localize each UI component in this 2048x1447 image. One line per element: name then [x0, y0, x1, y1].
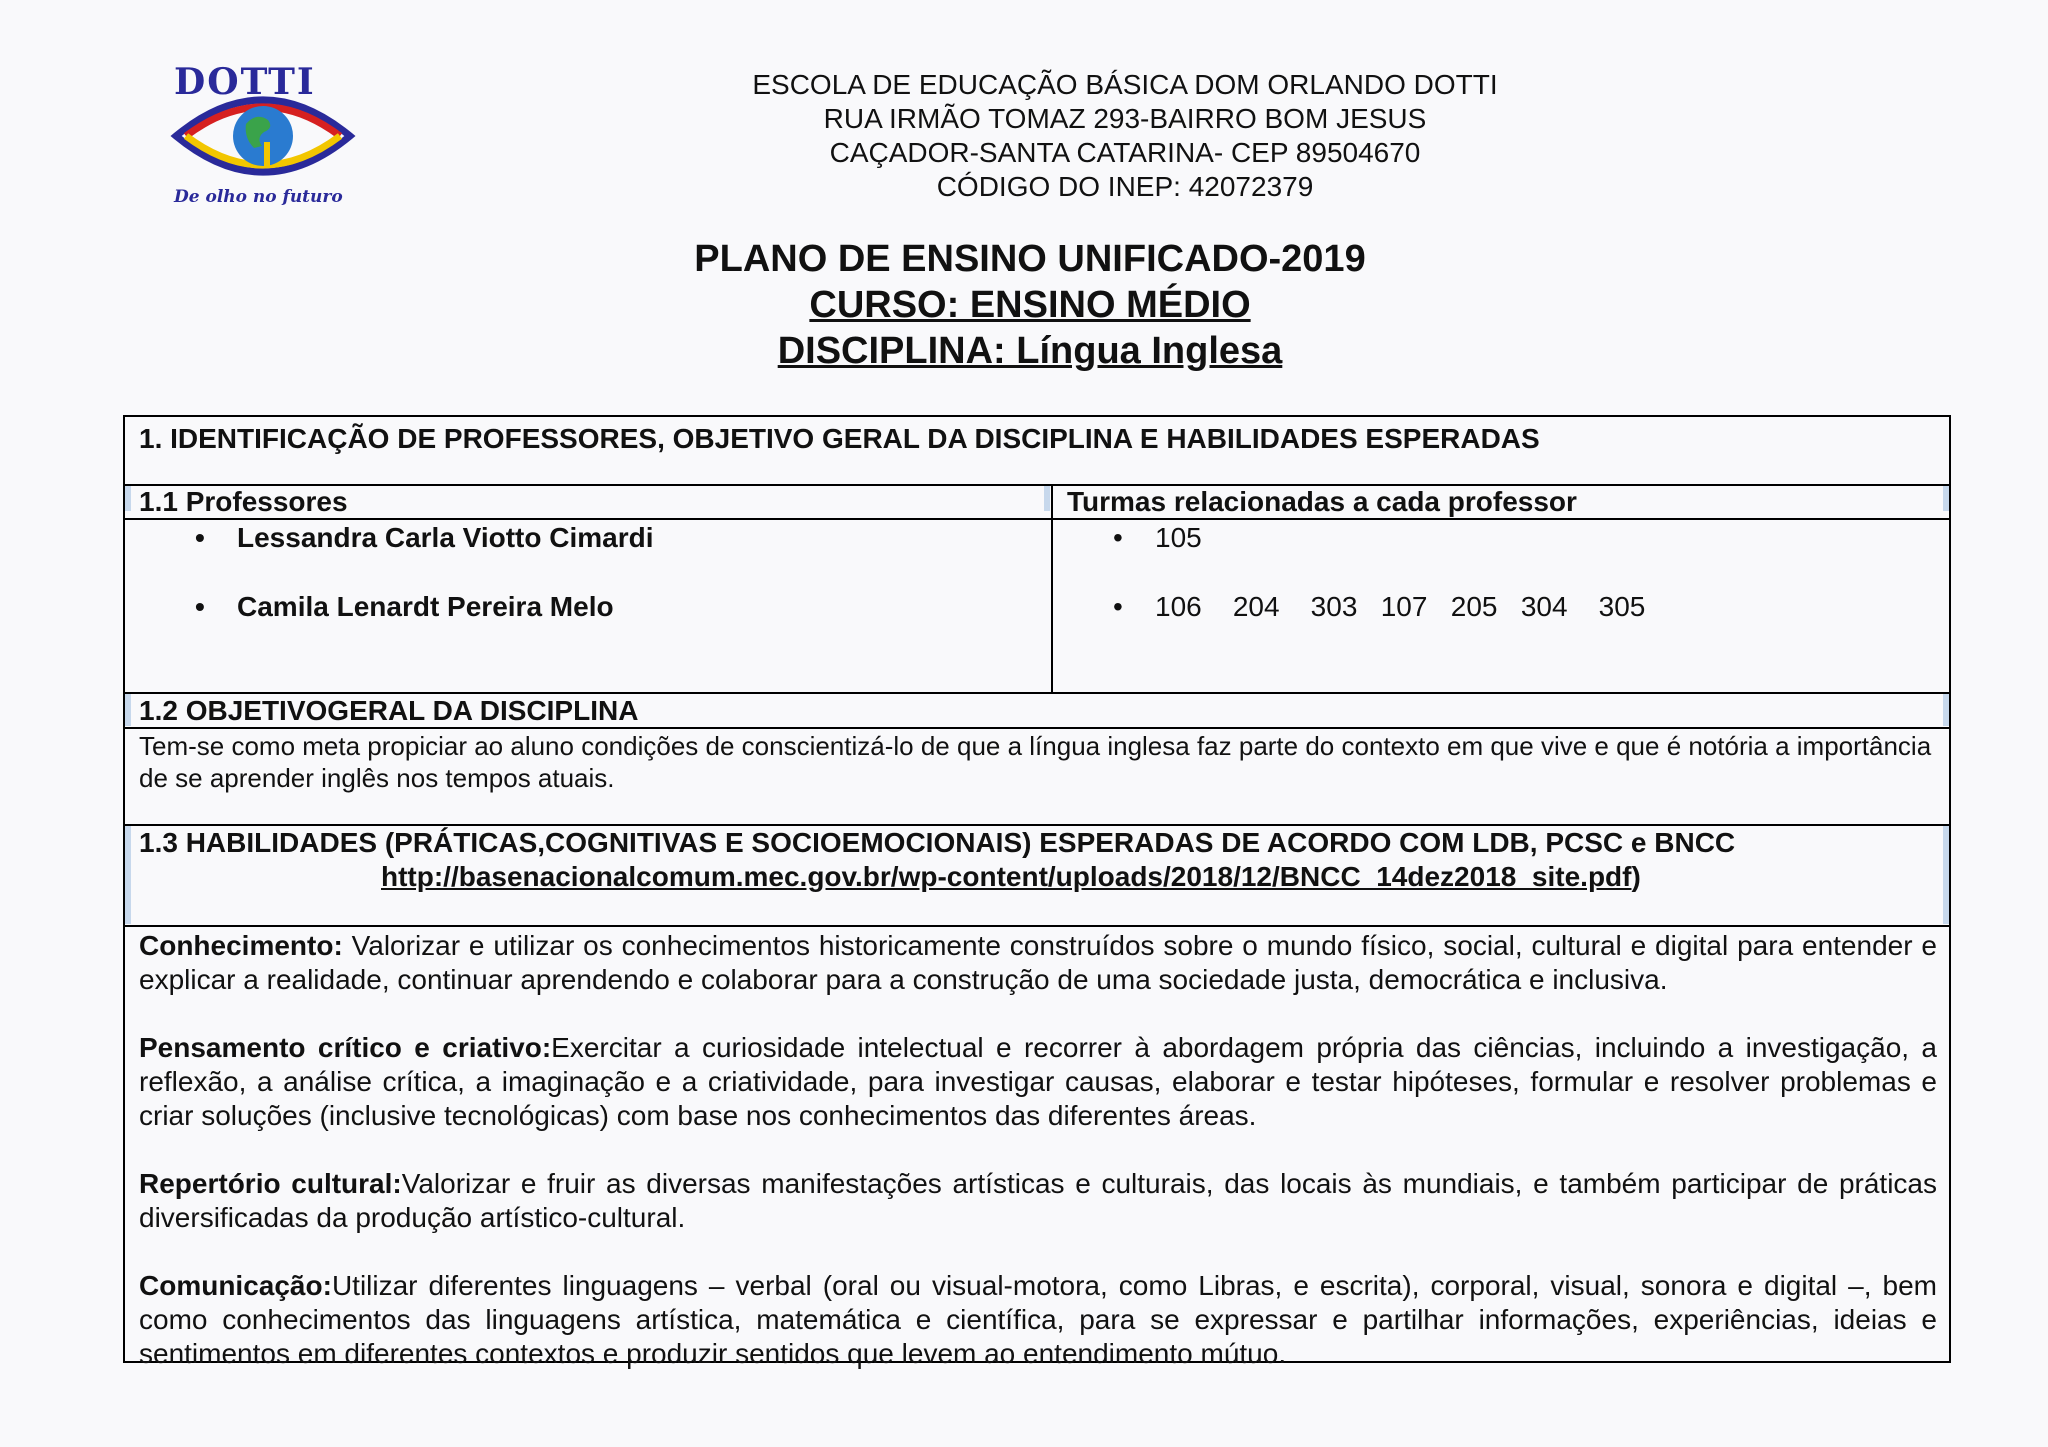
classes-item: • 106 204 303 107 205 304 305	[1107, 590, 1645, 624]
plan-title: PLANO DE ENSINO UNIFICADO-2019	[694, 238, 1366, 280]
skill-paragraph	[139, 1269, 1937, 1371]
skill-term: Comunicação:	[139, 1270, 332, 1301]
classes-header: Turmas relacionadas a cada professor	[1067, 486, 1577, 517]
classes-item: • 105	[1107, 521, 1645, 555]
school-city: CAÇADOR-SANTA CATARINA- CEP 89504670	[829, 137, 1421, 168]
objective-text: Tem-se como meta propiciar ao aluno condições de conscientizá-lo de que a língua inglesa faz parte do contexto em que vive e que é notória a importância de se aprender inglês nos tempos atuais.	[139, 731, 1932, 793]
school-inep: CÓDIGO DO INEP: 42072379	[936, 171, 1314, 202]
skill-text: Valorizar e utilizar os conhecimentos historicamente construídos sobre o mundo físico, social, cultural e digital para entender e explicar a realidade, continuar aprendendo e colaborar para a construção de uma sociedade justa, democrática e inclusiva.	[139, 930, 1937, 995]
skill-paragraph	[139, 1167, 1937, 1235]
professor-item: • Lessandra Carla Viotto Cimardi	[189, 521, 654, 555]
bncc-link[interactable]: http://basenacionalcomum.mec.gov.br/wp-content/uploads/2018/12/BNCC_14dez2018_site.pdf	[381, 861, 1632, 892]
section1-heading: 1. IDENTIFICAÇÃO DE PROFESSORES, OBJETIVO GERAL DA DISCIPLINA E HABILIDADES ESPERADAS	[139, 423, 1540, 454]
skill-term: Pensamento crítico e criativo:	[139, 1032, 552, 1063]
professor-item: • Camila Lenardt Pereira Melo	[189, 590, 654, 624]
school-name: ESCOLA DE EDUCAÇÃO BÁSICA DOM ORLANDO DOTTI	[752, 69, 1498, 100]
logo-tagline: De olho no futuro	[174, 187, 343, 207]
school-address: RUA IRMÃO TOMAZ 293-BAIRRO BOM JESUS	[823, 103, 1427, 134]
skill-paragraph	[139, 929, 1937, 997]
skill-text: Exercitar a curiosidade intelectual e recorrer à abordagem própria das ciências, incluindo a investigação, a reflexão, a análise crítica, a imaginação e a criatividade, para investigar causas, elaborar e testar hipóteses, formular e resolver problemas e criar soluções (inclusive tecnológicas) com base nos conhecimentos das diferentes áreas.	[139, 1032, 1937, 1131]
bncc-link-close: )	[1631, 861, 1641, 892]
course-title: CURSO: ENSINO MÉDIO	[809, 284, 1251, 326]
school-header	[690, 68, 1560, 204]
document-titles	[560, 236, 1500, 374]
skill-term: Conhecimento:	[139, 930, 343, 961]
professor-list	[189, 521, 654, 624]
skills-header: 1.3 HABILIDADES (PRÁTICAS,COGNITIVAS E SOCIOEMOCIONAIS) ESPERADAS DE ACORDO COM LDB, PCSC e BNCC	[139, 827, 1736, 858]
classes-list	[1107, 521, 1645, 624]
skill-paragraph	[139, 1031, 1937, 1133]
skill-text: Valorizar e fruir as diversas manifestações artísticas e culturais, das locais às mundiais, e também participar de práticas diversificadas da produção artístico-cultural.	[139, 1168, 1938, 1233]
discipline-title: DISCIPLINA: Língua Inglesa	[777, 330, 1283, 372]
skill-text: Utilizar diferentes linguagens – verbal (oral ou visual-motora, como Libras, e escrita), corporal, visual, sonora e digital –, bem como conhecimentos das linguagens artística, matemática e científica, para se expressar e partilhar informações, experiências, ideias e sentimentos em diferentes contextos e produzir sentidos que levem ao entendimento mútuo.	[139, 1270, 1937, 1369]
plan-table	[123, 415, 1951, 1369]
objective-header: 1.2 OBJETIVOGERAL DA DISCIPLINA	[139, 695, 639, 726]
skill-term: Repertório cultural:	[139, 1168, 402, 1199]
professors-header: 1.1 Professores	[139, 486, 348, 517]
logo-brand-text: DOTTI	[174, 64, 316, 103]
school-logo	[168, 64, 358, 214]
